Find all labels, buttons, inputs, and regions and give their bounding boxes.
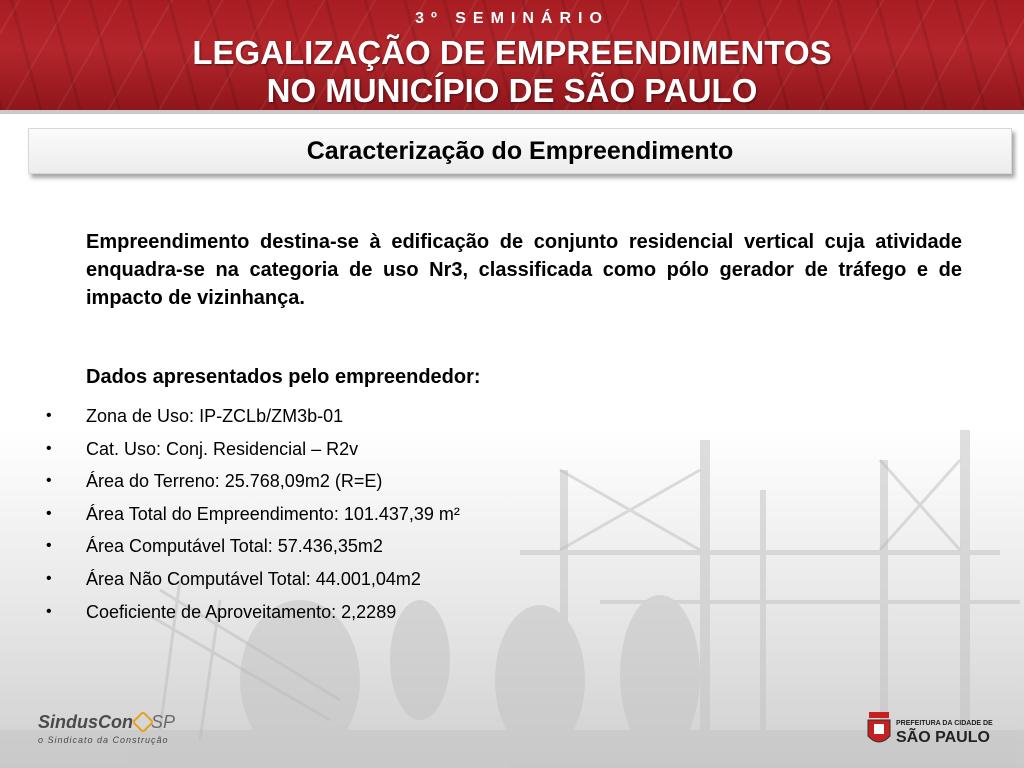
subtitle-bar [28,128,1012,174]
seminario-label: 3º SEMINÁRIO [415,10,609,27]
sinduscon-logo [38,712,198,752]
bullet-text: Área Não Computável Total: 44.001,04m2 [86,568,421,589]
bullet-item [44,498,460,531]
bullet-text: Área Computável Total: 57.436,35m2 [86,536,383,557]
bullet-text: Cat. Uso: Conj. Residencial – R2v [86,438,359,459]
sinduscon-tagline: o Sindicato da Construção [38,735,169,745]
slide-subtitle: Caracterização do Empreendimento [306,137,734,165]
dados-heading: Dados apresentados pelo empreendedor: [86,366,481,388]
bullet-item [44,433,460,466]
bullet-text: Zona de Uso: IP-ZCLb/ZM3b-01 [86,406,344,426]
bullet-dot-icon: • [46,504,52,522]
bullet-text: Coeficiente de Aproveitamento: 2,2289 [86,601,397,622]
header-banner [0,0,1024,114]
bullet-item [44,530,460,563]
main-title [0,34,1024,110]
prefeitura-big-text: SÃO PAULO [896,729,990,746]
bullet-item [44,596,460,629]
bullet-item [44,400,460,433]
sinduscon-name: SindusCon [38,712,133,732]
bullet-dot-icon: • [46,537,52,555]
data-bullet-list [44,400,460,628]
sinduscon-sp: SP [151,712,176,732]
bullet-dot-icon: • [46,407,52,424]
prefeitura-logo [866,712,1001,752]
city-crest-icon [866,712,892,748]
bullet-item [44,563,460,596]
main-title-line-2: NO MUNICÍPIO DE SÃO PAULO [266,72,758,109]
bullet-dot-icon: • [46,439,52,457]
main-title-line-1: LEGALIZAÇÃO DE EMPREENDIMENTOS [192,34,832,71]
bullet-item [44,465,460,498]
sinduscon-wordmark [38,712,198,733]
bullet-dot-icon: • [46,569,52,587]
bullet-dot-icon: • [46,472,52,490]
intro-paragraph: Empreendimento destina-se à edificação de conjunto residencial vertical cuja atividade enquadra-se na categoria de uso Nr3, classificada como pólo gerador de tráfego e de impacto de vizinhança. [86,231,962,309]
bullet-text: Área do Terreno: 25.768,09m2 (R=E) [86,471,383,492]
prefeitura-small-text: PREFEITURA DA CIDADE DE [896,720,993,727]
bullet-text: Área Total do Empreendimento: 101.437,39 m² [86,503,460,524]
bullet-dot-icon: • [46,602,52,620]
